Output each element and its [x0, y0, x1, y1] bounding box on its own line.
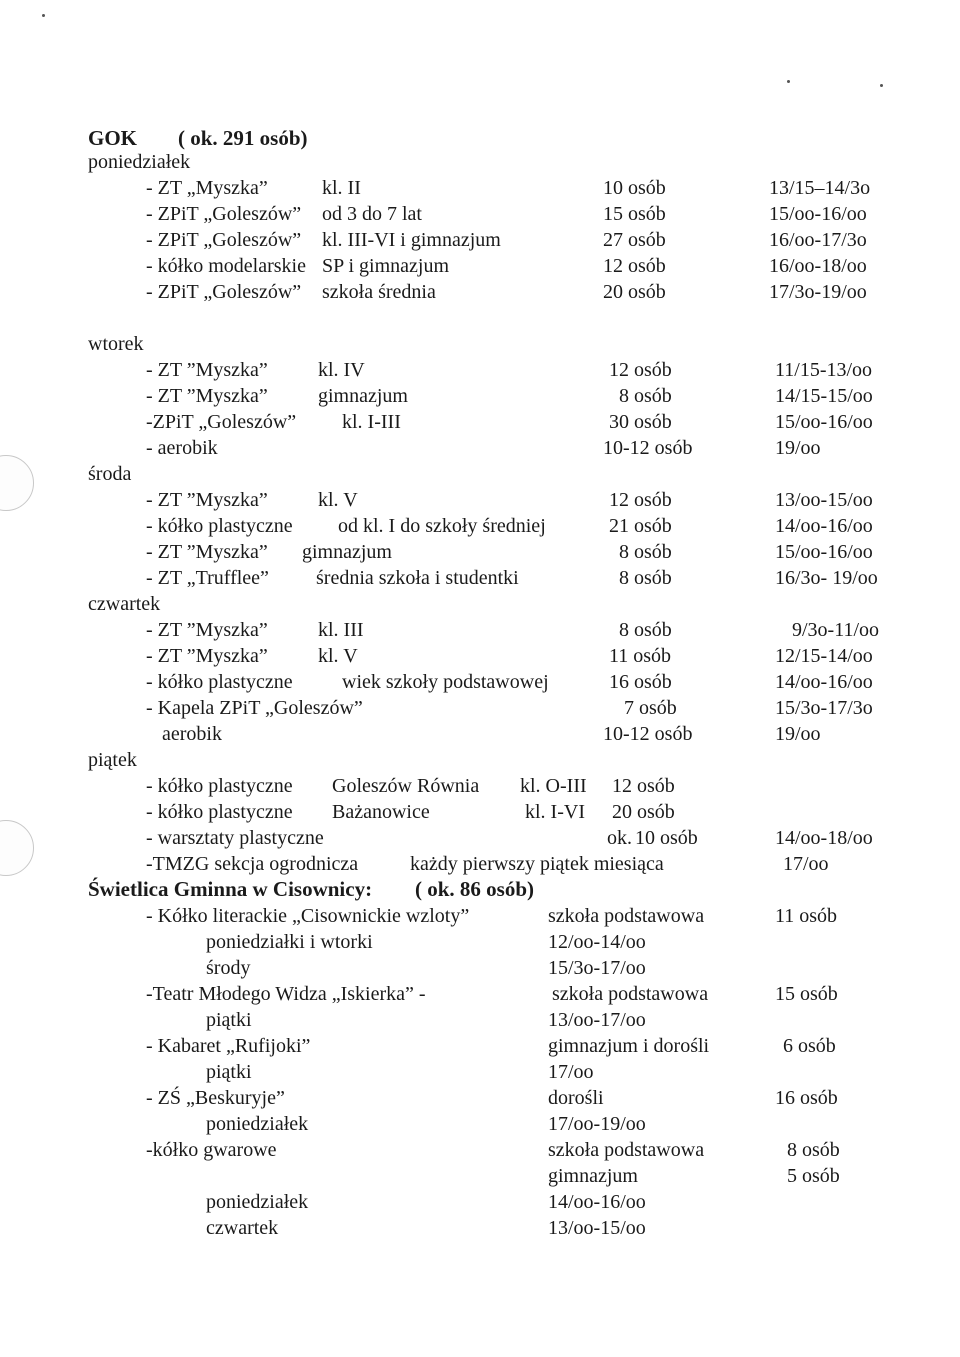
schedule-level: kl. III	[318, 619, 364, 641]
schedule-time: 11/15-13/oo	[775, 359, 873, 381]
schedule-group: - ZT ”Myszka”	[146, 541, 268, 563]
schedule-level: od 3 do 7 lat	[322, 203, 422, 225]
activity-days: poniedziałek	[206, 1113, 309, 1135]
scan-speck	[880, 84, 883, 87]
section-title-gok: GOK	[88, 126, 138, 150]
schedule-count: 8 osób	[619, 619, 672, 641]
day-heading-monday: poniedziałek	[88, 151, 191, 173]
schedule-level: gimnazjum	[302, 541, 392, 563]
schedule-count: 20 osób	[603, 281, 666, 303]
schedule-class-range: kl. I-VI	[525, 801, 585, 823]
schedule-time: 9/3o-11/oo	[792, 619, 880, 641]
activity-count: 5 osób	[787, 1165, 840, 1187]
schedule-group: - ZPiT „Goleszów”	[146, 281, 302, 303]
schedule-count: 8 osób	[619, 567, 672, 589]
schedule-level: kl. I-III	[342, 411, 401, 433]
schedule-time: 15/3o-17/3o	[775, 697, 873, 719]
schedule-level: kl. V	[318, 489, 358, 511]
activity-days: piątki	[206, 1061, 252, 1083]
activity-name: - Kółko literackie „Cisownickie wzloty”	[146, 905, 470, 927]
schedule-time: 14/oo-16/oo	[775, 671, 873, 693]
activity-time: 17/oo-19/oo	[548, 1113, 646, 1135]
schedule-time: 19/oo	[775, 723, 821, 745]
schedule-count: 20 osób	[612, 801, 675, 823]
schedule-group: - kółko plastyczne	[146, 515, 293, 537]
schedule-group: - ZPiT „Goleszów”	[146, 203, 302, 225]
schedule-time: 15/oo-16/oo	[769, 203, 867, 225]
activity-count: 15 osób	[775, 983, 838, 1005]
schedule-level: kl. III-VI i gimnazjum	[322, 229, 501, 251]
activity-count: 8 osób	[787, 1139, 840, 1161]
schedule-level: od kl. I do szkoły średniej	[338, 515, 546, 537]
activity-name: -kółko gwarowe	[146, 1139, 277, 1161]
schedule-group: -ZPiT „Goleszów”	[146, 411, 297, 433]
schedule-group: - Kapela ZPiT „Goleszów”	[146, 697, 363, 719]
activity-count: 11 osób	[775, 905, 838, 927]
schedule-group: - ZT ”Myszka”	[146, 619, 268, 641]
schedule-group: - ZT ”Myszka”	[146, 645, 268, 667]
schedule-class-range: kl. O-III	[520, 775, 587, 797]
schedule-count: 16 osób	[609, 671, 672, 693]
day-heading-thursday: czwartek	[88, 593, 161, 615]
scan-speck	[787, 80, 790, 83]
schedule-time: 16/3o- 19/oo	[775, 567, 878, 589]
schedule-time: 17/3o-19/oo	[769, 281, 867, 303]
schedule-group: - warsztaty plastyczne	[146, 827, 324, 849]
activity-audience: szkoła podstawowa	[552, 983, 709, 1005]
activity-time: 12/oo-14/oo	[548, 931, 646, 953]
punch-hole-mark	[0, 455, 34, 511]
schedule-group: -TMZG sekcja ogrodnicza	[146, 853, 359, 875]
schedule-group: aerobik	[162, 723, 222, 745]
activity-audience: gimnazjum	[548, 1165, 638, 1187]
schedule-time: 14/oo-18/oo	[775, 827, 873, 849]
schedule-group: - kółko plastyczne	[146, 671, 293, 693]
schedule-group: - ZT ”Myszka”	[146, 359, 268, 381]
schedule-count: 12 osób	[609, 359, 672, 381]
activity-days: poniedziałki i wtorki	[206, 931, 373, 953]
schedule-time: 17/oo	[783, 853, 829, 875]
schedule-time: 16/oo-18/oo	[769, 255, 867, 277]
schedule-time: 15/oo-16/oo	[775, 411, 873, 433]
activity-days: piątki	[206, 1009, 252, 1031]
schedule-count: 27 osób	[603, 229, 666, 251]
schedule-count: 10-12 osób	[603, 437, 693, 459]
schedule-level: średnia szkoła i studentki	[316, 567, 519, 589]
activity-days: środy	[206, 957, 251, 979]
schedule-level: kl. V	[318, 645, 358, 667]
schedule-count: 12 osób	[612, 775, 675, 797]
activity-days: poniedziałek	[206, 1191, 309, 1213]
activity-name: - ZŚ „Beskuryje”	[146, 1087, 285, 1109]
activity-name: -Teatr Młodego Widza „Iskierka” -	[146, 983, 426, 1005]
activity-audience: dorośli	[548, 1087, 604, 1109]
schedule-time: 14/oo-16/oo	[775, 515, 873, 537]
activity-days: czwartek	[206, 1217, 279, 1239]
day-heading-tuesday: wtorek	[88, 333, 144, 355]
schedule-group: - ZT ”Myszka”	[146, 489, 268, 511]
schedule-level: kl. IV	[318, 359, 365, 381]
schedule-count: 10 osób	[603, 177, 666, 199]
schedule-group: - aerobik	[146, 437, 218, 459]
schedule-time: 13/oo-15/oo	[775, 489, 873, 511]
schedule-group: - ZT „Trufflee”	[146, 567, 269, 589]
schedule-count: 7 osób	[624, 697, 677, 719]
schedule-level: Bażanowice	[332, 801, 430, 823]
schedule-count: 10 osób	[635, 827, 698, 849]
schedule-approx: ok.	[607, 827, 632, 849]
punch-hole-mark	[0, 820, 34, 876]
schedule-group: - kółko modelarskie	[146, 255, 306, 277]
section-title-swietlica: Świetlica Gminna w Cisownicy:	[88, 877, 373, 901]
schedule-level: Goleszów Równia	[332, 775, 480, 797]
day-heading-friday: piątek	[88, 749, 137, 771]
schedule-group: - ZT „Myszka”	[146, 177, 268, 199]
schedule-count: 15 osób	[603, 203, 666, 225]
activity-name: - Kabaret „Rufijoki”	[146, 1035, 311, 1057]
day-heading-wednesday: środa	[88, 463, 132, 485]
schedule-level: kl. II	[322, 177, 361, 199]
activity-count: 6 osób	[783, 1035, 836, 1057]
activity-count: 16 osób	[775, 1087, 838, 1109]
schedule-level: szkoła średnia	[322, 281, 436, 303]
schedule-group: - kółko plastyczne	[146, 801, 293, 823]
activity-audience: gimnazjum i dorośli	[548, 1035, 710, 1057]
schedule-time: 15/oo-16/oo	[775, 541, 873, 563]
schedule-group: - ZPiT „Goleszów”	[146, 229, 302, 251]
schedule-count: 8 osób	[619, 385, 672, 407]
schedule-count: 11 osób	[609, 645, 672, 667]
schedule-count: 30 osób	[609, 411, 672, 433]
schedule-time: 19/oo	[775, 437, 821, 459]
schedule-time: 16/oo-17/3o	[769, 229, 867, 251]
activity-time: 14/oo-16/oo	[548, 1191, 646, 1213]
schedule-time: 13/15–14/3o	[769, 177, 871, 199]
schedule-count: 21 osób	[609, 515, 672, 537]
activity-time: 17/oo	[548, 1061, 594, 1083]
schedule-group: - kółko plastyczne	[146, 775, 293, 797]
schedule-count: 12 osób	[609, 489, 672, 511]
schedule-level: gimnazjum	[318, 385, 408, 407]
schedule-count: 8 osób	[619, 541, 672, 563]
activity-audience: szkoła podstawowa	[548, 905, 705, 927]
section-count-swietlica: ( ok. 86 osób)	[415, 877, 535, 901]
schedule-time: 12/15-14/oo	[775, 645, 873, 667]
activity-time: 13/oo-15/oo	[548, 1217, 646, 1239]
activity-time: 15/3o-17/oo	[548, 957, 646, 979]
schedule-group: - ZT ”Myszka”	[146, 385, 268, 407]
activity-time: 13/oo-17/oo	[548, 1009, 646, 1031]
schedule-level: SP i gimnazjum	[322, 255, 450, 277]
activity-audience: szkoła podstawowa	[548, 1139, 705, 1161]
schedule-level: wiek szkoły podstawowej	[342, 671, 549, 693]
section-count-gok: ( ok. 291 osób)	[178, 126, 308, 150]
schedule-count: 12 osób	[603, 255, 666, 277]
schedule-time: 14/15-15/oo	[775, 385, 873, 407]
schedule-level: każdy pierwszy piątek miesiąca	[410, 853, 664, 875]
schedule-count: 10-12 osób	[603, 723, 693, 745]
scan-speck	[42, 14, 45, 17]
